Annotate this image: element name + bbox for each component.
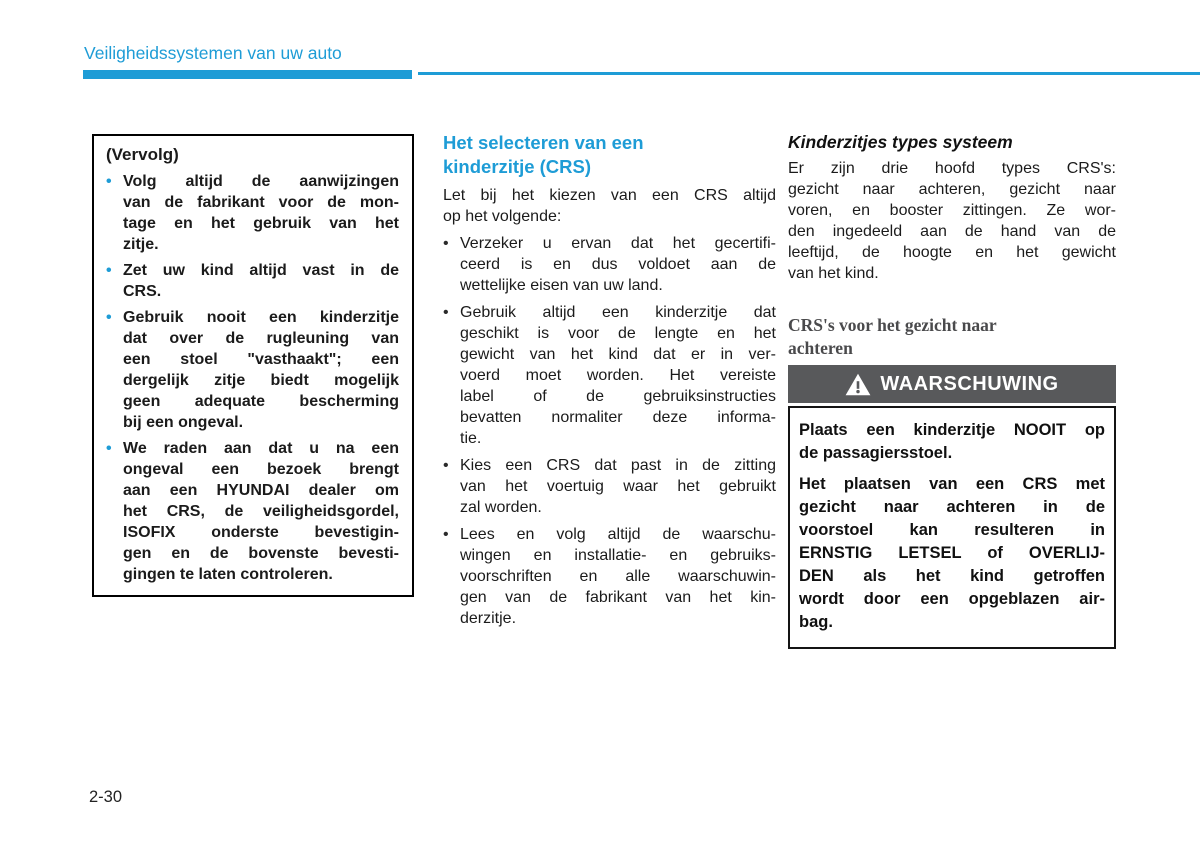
warning-box xyxy=(788,365,1116,649)
list-item-text: We raden aan dat u na een ongeval een bezoek brengt aan een HYUNDAI dealer om het CRS, de veiligheidsgordel, ISOFIX onderste bevestigin- gen en de bovenste bevesti- gingen te laten controleren. xyxy=(123,440,399,583)
list-item-text: Lees en volg altijd de waarschu- wingen en installatie- en gebruiks- voorschriften en alle waarschuwin- gen van de fabrikant van het kin- derzitje. xyxy=(460,526,776,627)
list-item xyxy=(443,302,776,449)
warning-title: WAARSCHUWING xyxy=(880,372,1059,395)
note-title: (Vervolg) xyxy=(106,145,179,164)
section-intro: Let bij het kiezen van een CRS altijd op het volgende: xyxy=(443,187,776,225)
list-item xyxy=(106,438,399,585)
page-title: Veiligheidssystemen van uw auto xyxy=(84,43,342,63)
continued-note-box xyxy=(92,134,414,597)
subsection-heading: CRS's voor het gezicht naar achteren xyxy=(788,315,997,358)
bullet-marker: • xyxy=(443,235,449,252)
page-number: 2-30 xyxy=(89,788,123,806)
section-crs-types xyxy=(788,131,1116,649)
bullet-marker: • xyxy=(106,309,112,326)
bullet-marker: • xyxy=(443,304,449,321)
list-item-text: Volg altijd de aanwijzingen van de fabrikant voor de mon- tage en het gebruik van het zitje. xyxy=(123,173,399,253)
list-item-text: Gebruik altijd een kinderzitje dat geschikt is voor de lengte en het gewicht van het kind dat er in ver- voerd moet worden. Het vereiste label of de gebruiksinstructies bevatten normaliter deze informa- tie. xyxy=(460,304,776,447)
bullet-marker: • xyxy=(106,440,112,457)
warning-paragraph: Het plaatsen van een CRS met gezicht naar achteren in de voorstoel kan resulteren in ERNSTIG LETSEL of OVERLIJ- DEN als het kind getroffen wordt door een opgeblazen air- bag. xyxy=(799,475,1105,631)
bullet-marker: • xyxy=(443,526,449,543)
section-selecting-crs xyxy=(443,131,776,629)
warning-paragraph: Plaats een kinderzitje NOOIT op de passagiersstoel. xyxy=(799,421,1105,462)
list-item xyxy=(443,524,776,629)
section-heading: Kinderzitjes types systeem xyxy=(788,132,1013,152)
warning-header xyxy=(788,365,1116,403)
list-item-text: Kies een CRS dat past in de zitting van het voertuig waar het gebruikt zal worden. xyxy=(460,457,776,516)
list-item xyxy=(443,455,776,518)
header-rule-line xyxy=(418,72,1200,75)
list-item xyxy=(443,233,776,296)
list-item-text: Zet uw kind altijd vast in de CRS. xyxy=(123,262,399,300)
bullet-marker: • xyxy=(106,173,112,190)
warning-body xyxy=(788,406,1116,649)
section-paragraph: Er zijn drie hoofd types CRS's: gezicht naar achteren, gezicht naar voren, en booster zittingen. Ze wor- den ingedeeld aan de hand van de leeftijd, de hoogte en het gewicht van het kind. xyxy=(788,160,1116,282)
bullet-marker: • xyxy=(106,262,112,279)
list-item xyxy=(106,171,399,255)
warning-triangle-icon xyxy=(845,373,871,396)
header-accent-bar xyxy=(83,70,412,79)
list-item-text: Gebruik nooit een kinderzitje dat over de rugleuning van een stoel "vasthaakt"; een dergelijk zitje biedt mogelijk geen adequate bescherming bij een ongeval. xyxy=(123,309,399,431)
list-item xyxy=(106,307,399,433)
list-item xyxy=(106,260,399,302)
bullet-marker: • xyxy=(443,457,449,474)
section-heading: Het selecteren van een kinderzitje (CRS) xyxy=(443,132,644,177)
list-item-text: Verzeker u ervan dat het gecertifi- ceerd is en dus voldoet aan de wettelijke eisen van uw land. xyxy=(460,235,776,294)
